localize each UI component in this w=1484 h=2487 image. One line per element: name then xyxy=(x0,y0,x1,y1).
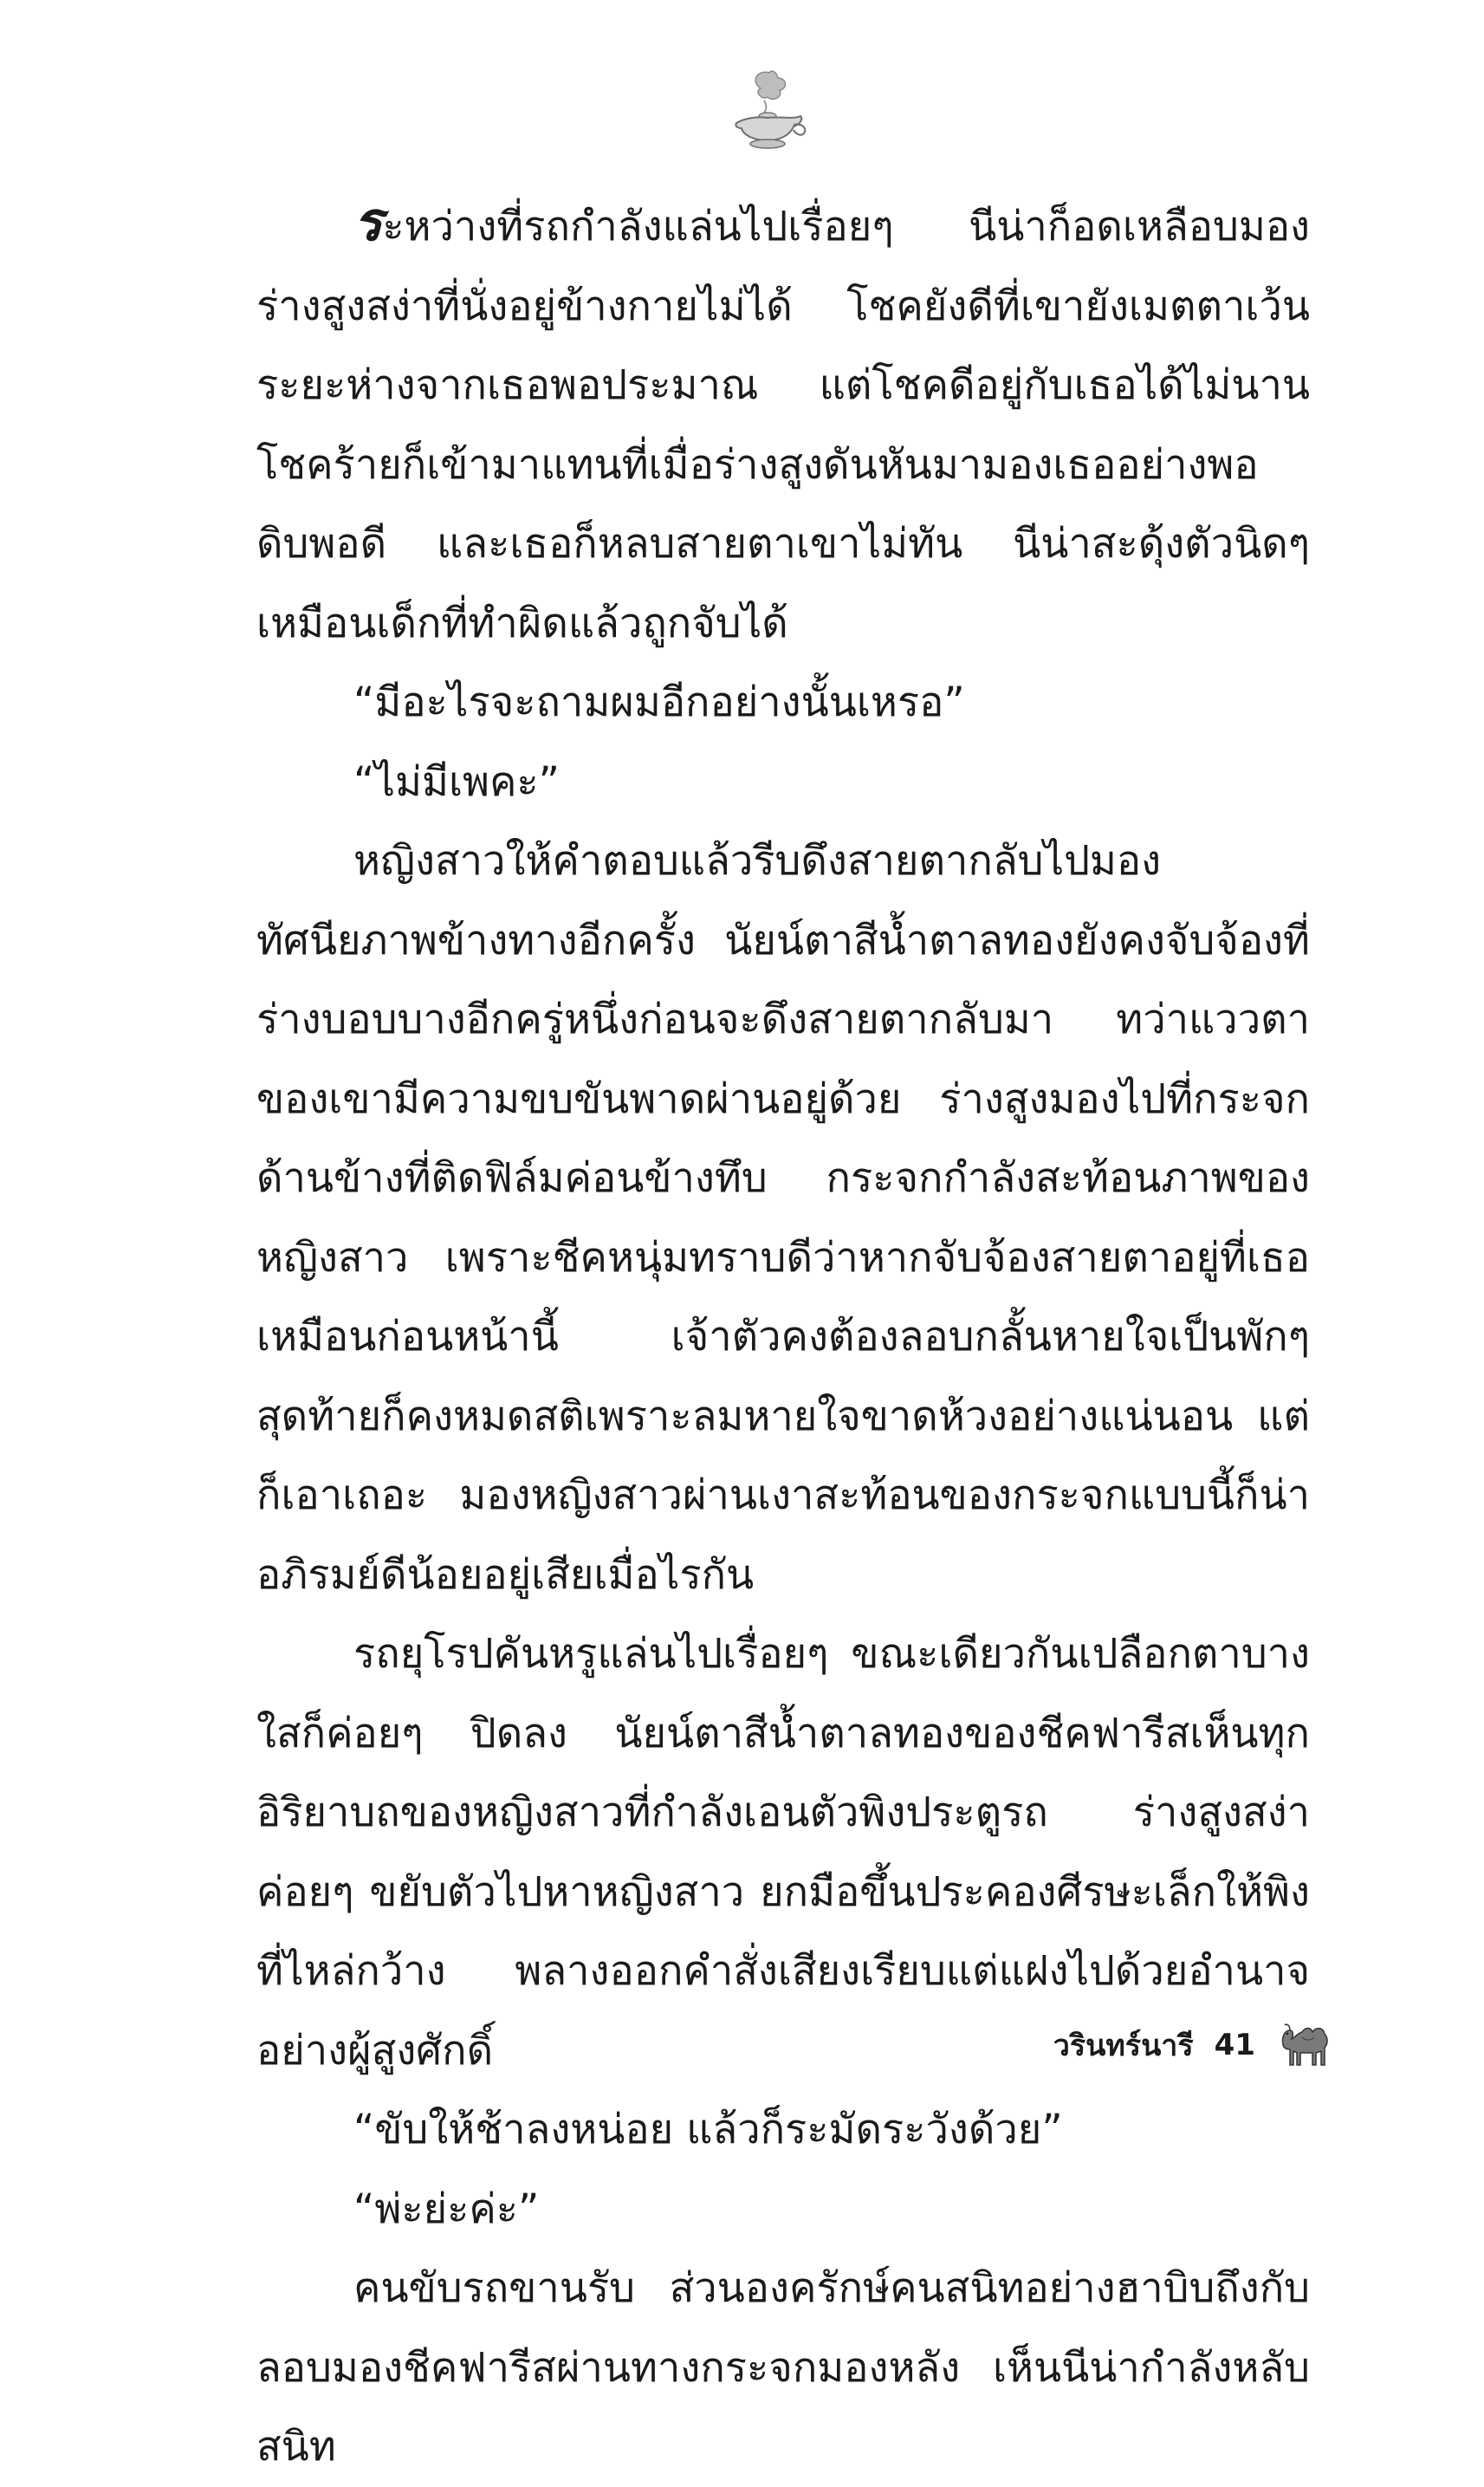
paragraph-2: หญิงสาวให้คำตอบแล้วรีบดึงสายตากลับไปมองทัศนียภาพข้างทางอีกครั้ง นัยน์ตาสีน้ำตาลทองยังคงจับจ้องที่ร่างบอบบางอีกครู่หนึ่งก่อนจะดึงสายตากลับมา ทว่าแววตาของเขามีความขบขันพาดผ่านอยู่ด้วย ร่างสูงมองไปที่กระจกด้านข้างที่ติดฟิล์มค่อนข้างทึบ กระจกกำลังสะท้อนภาพของหญิงสาว เพราะชีคหนุ่มทราบดีว่าหากจับจ้องสายตาอยู่ที่เธอเหมือนก่อนหน้านี้ เจ้าตัวคงต้องลอบกลั้นหายใจเป็นพักๆ สุดท้ายก็คงหมดสติเพราะลมหายใจขาดห้วงอย่างแน่นอน แต่ก็เอาเถอะ มองหญิงสาวผ่านเงาสะท้อนของกระจกแบบนี้ก็น่าอภิรมย์ดีน้อยอยู่เสียเมื่อไรกัน xyxy=(256,837,1310,1599)
dialogue-line-1: “มีอะไรจะถามผมอีกอย่างนั้นเหรอ” xyxy=(353,679,965,726)
camel-icon xyxy=(1276,2018,1337,2072)
drop-cap: ร xyxy=(353,190,383,253)
paragraph-1 xyxy=(256,182,1310,663)
dialogue-line-3: “ขับให้ช้าลงหน่อย แล้วก็ระมัดระวังด้วย” xyxy=(353,2106,1063,2153)
body-text xyxy=(256,182,1310,2487)
dialogue-line-4: “พ่ะย่ะค่ะ” xyxy=(353,2185,540,2233)
genie-lamp-icon xyxy=(719,62,814,158)
paragraph-1-text: ะหว่างที่รถกำลังแล่นไปเรื่อยๆ นีน่าก็อดเหลือบมองร่างสูงสง่าที่นั่งอยู่ข้างกายไม่ได้ โชคยังดีที่เขายังเมตตาเว้นระยะห่างจากเธอพอประมาณ แต่โชคดีอยู่กับเธอได้ไม่นาน โชคร้ายก็เข้ามาแทนที่เมื่อร่างสูงดันหันมามองเธออย่างพอดิบพอดี และเธอก็หลบสายตาเขาไม่ทัน นีน่าสะดุ้งตัวนิดๆ เหมือนเด็กที่ทำผิดแล้วถูกจับได้ xyxy=(256,203,1310,647)
dialogue-line-2: “ไม่มีเพคะ” xyxy=(353,757,561,806)
page-number: 41 xyxy=(1214,2028,1255,2062)
paragraph-3: รถยุโรปคันหรูแล่นไปเรื่อยๆ ขณะเดียวกันเปลือกตาบางใสก็ค่อยๆ ปิดลง นัยน์ตาสีน้ำตาลทองของชีคฟารีสเห็นทุกอิริยาบถของหญิงสาวที่กำลังเอนตัวพิงประตูรถ ร่างสูงสง่าค่อยๆ ขยับตัวไปหาหญิงสาว ยกมือขึ้นประคองศีรษะเล็กให้พิงที่ไหล่กว้าง พลางออกคำสั่งเสียงเรียบแต่แฝงไปด้วยอำนาจอย่างผู้สูงศักดิ์ xyxy=(256,1630,1310,2075)
book-title: วรินทร์นารี xyxy=(1053,2029,1194,2063)
page-footer xyxy=(1053,2015,1337,2075)
paragraph-4: คนขับรถขานรับ ส่วนองครักษ์คนสนิทอย่างฮาบิบถึงกับลอบมองชีคฟารีสผ่านทางกระจกมองหลัง เห็นนีน่ากำลังหลับสนิท xyxy=(256,2264,1310,2471)
